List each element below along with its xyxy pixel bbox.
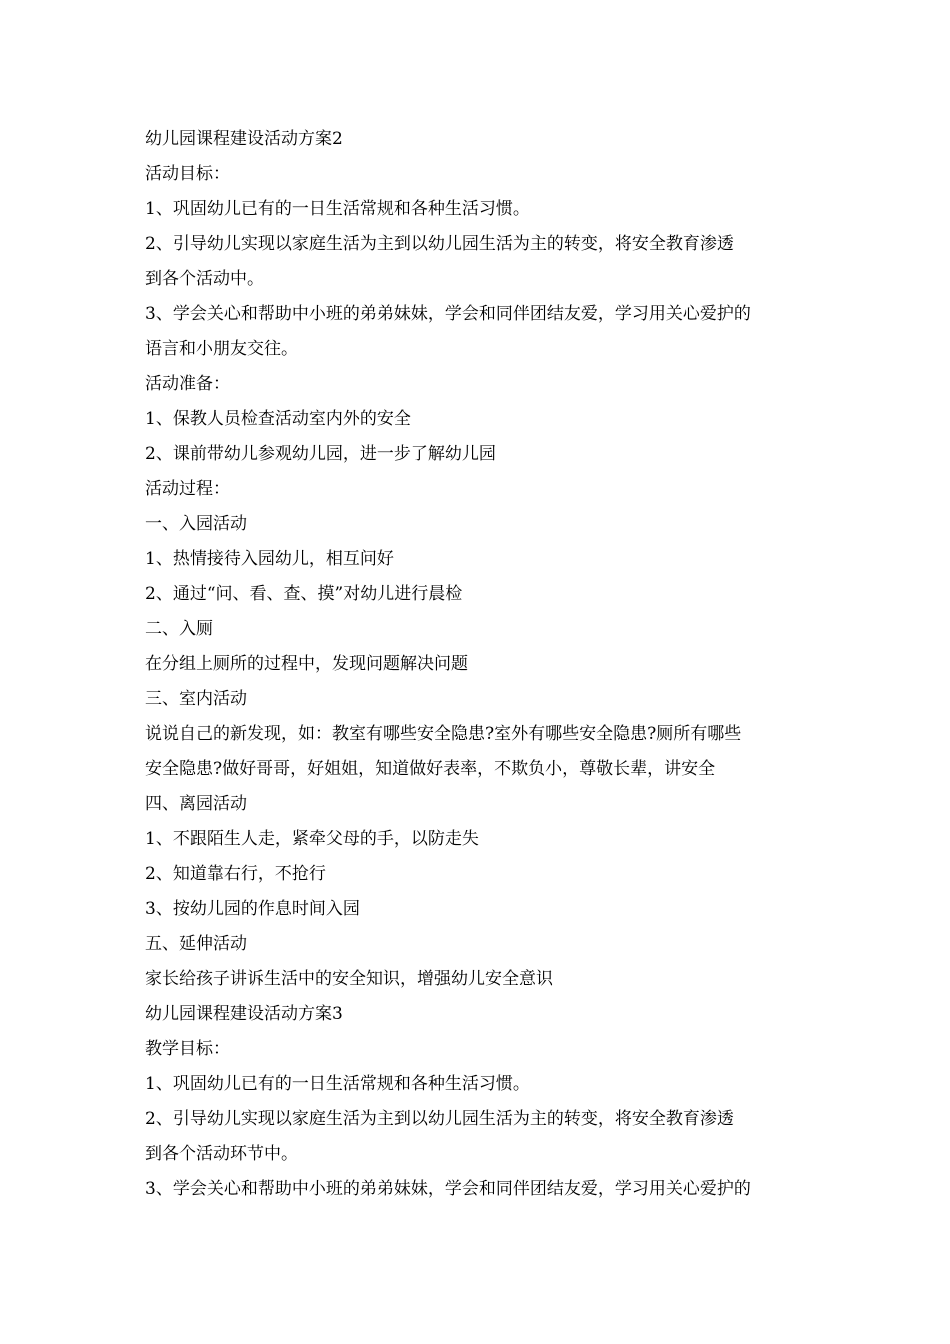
text-line: 1、不跟陌生人走，紧牵父母的手，以防走失 <box>145 829 479 849</box>
text-line: 安全隐患?做好哥哥，好姐姐，知道做好表率，不欺负小，尊敬长辈，讲安全 <box>145 759 716 779</box>
text-line: 2、引导幼儿实现以家庭生活为主到以幼儿园生活为主的转变，将安全教育渗透 <box>145 234 734 254</box>
text-line: 2、知道靠右行，不抢行 <box>145 864 326 884</box>
text-line: 语言和小朋友交往。 <box>145 339 298 359</box>
step-heading: 二、入厕 <box>145 619 213 639</box>
section-title: 幼儿园课程建设活动方案2 <box>145 129 343 149</box>
text-line: 到各个活动中。 <box>145 269 264 289</box>
text-line: 说说自己的新发现，如：教室有哪些安全隐患?室外有哪些安全隐患?厕所有哪些 <box>145 724 742 744</box>
text-line: 家长给孩子讲诉生活中的安全知识，增强幼儿安全意识 <box>145 969 553 989</box>
text-line: 3、按幼儿园的作息时间入园 <box>145 899 360 919</box>
text-line: 2、通过“问、看、查、摸”对幼儿进行晨检 <box>145 584 463 604</box>
text-line: 1、巩固幼儿已有的一日生活常规和各种生活习惯。 <box>145 1074 530 1094</box>
section-title: 幼儿园课程建设活动方案3 <box>145 1004 343 1024</box>
subheading: 活动过程： <box>145 479 230 499</box>
text-line: 3、学会关心和帮助中小班的弟弟妹妹，学会和同伴团结友爱，学习用关心爱护的 <box>145 1179 751 1199</box>
subheading: 教学目标： <box>145 1039 230 1059</box>
text-line: 1、热情接待入园幼儿，相互问好 <box>145 549 394 569</box>
text-line: 到各个活动环节中。 <box>145 1144 298 1164</box>
subheading: 活动准备： <box>145 374 230 394</box>
text-line: 3、学会关心和帮助中小班的弟弟妹妹，学会和同伴团结友爱，学习用关心爱护的 <box>145 304 751 324</box>
subheading: 活动目标： <box>145 164 230 184</box>
text-line: 1、巩固幼儿已有的一日生活常规和各种生活习惯。 <box>145 199 530 219</box>
text-line: 在分组上厕所的过程中，发现问题解决问题 <box>145 654 468 674</box>
text-line: 2、课前带幼儿参观幼儿园，进一步了解幼儿园 <box>145 444 496 464</box>
step-heading: 四、离园活动 <box>145 794 247 814</box>
step-heading: 五、延伸活动 <box>145 934 247 954</box>
document-body <box>145 122 810 1207</box>
step-heading: 三、室内活动 <box>145 689 247 709</box>
step-heading: 一、入园活动 <box>145 514 247 534</box>
text-line: 2、引导幼儿实现以家庭生活为主到以幼儿园生活为主的转变，将安全教育渗透 <box>145 1109 734 1129</box>
text-line: 1、保教人员检查活动室内外的安全 <box>145 409 411 429</box>
